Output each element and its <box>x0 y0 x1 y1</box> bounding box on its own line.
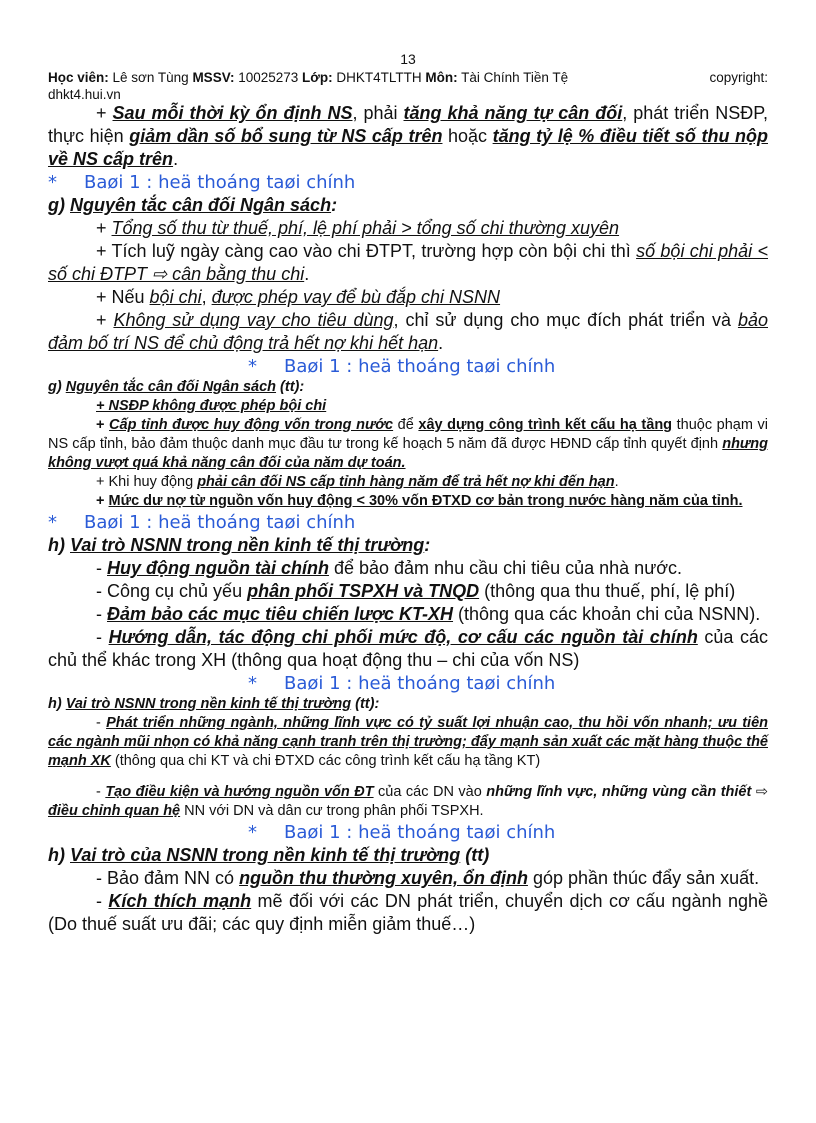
paragraph: - Công cụ chủ yếu phân phối TSPXH và TNQD (thông qua thu thuế, phí, lệ phí) <box>96 581 736 601</box>
header-label-class: Lớp: <box>302 70 333 85</box>
header-label-student: Học viên: <box>48 70 109 85</box>
paragraph: - Hướng dẫn, tác động chi phối mức độ, cơ cấu các nguồn tài chính của các chủ thể khác trong XH (thông qua hoạt động thu – chi của vốn NS) <box>48 627 768 670</box>
header-student-name: Lê sơn Tùng <box>108 70 193 85</box>
paragraph: - Bảo đảm NN có nguồn thu thường xuyên, ổn định góp phần thúc đẩy sản xuất. <box>96 868 760 888</box>
section-heading: g) Nguyên tắc cân đối Ngân sách (tt): <box>48 379 305 395</box>
section-heading: h) Vai trò NSNN trong nền kinh tế thị trường: <box>48 535 431 555</box>
header-label-subject: Môn: <box>425 70 458 85</box>
page-number: 13 <box>400 51 416 67</box>
paragraph: - Tạo điều kiện và hướng nguồn vốn ĐT của các DN vào những lĩnh vực, những vùng cần thiết ⇨ điều chỉnh quan hệ NN với DN và dân cư trong phân phối TSPXH. <box>48 784 768 819</box>
section-heading: g) Nguyên tắc cân đối Ngân sách: <box>48 195 338 215</box>
header-student-id: 10025273 <box>234 70 303 85</box>
paragraph: - Phát triển những ngành, những lĩnh vực có tỷ suất lợi nhuận cao, thu hồi vốn nhanh; ưu tiên các ngành mũi nhọn có khả năng cạnh tranh trên thị trường; đẩy mạnh sản xuất các mặt hàng thuộc thế mạnh XK (thông qua chi KT và chi ĐTXD các công trình kết cấu hạ tầng KT) <box>48 715 768 769</box>
header-class: DHKT4TLTTH <box>332 70 426 85</box>
spacer <box>48 771 768 783</box>
paragraph: - Đảm bảo các mục tiêu chiến lược KT-XH (thông qua các khoản chi của NSNN). <box>96 604 761 624</box>
header-subject: Tài Chính Tiền Tệ <box>457 70 569 85</box>
paragraph: + Khi huy động phải cân đối NS cấp tỉnh hàng năm để trả hết nợ khi đến hạn. <box>96 474 619 490</box>
paragraph: + Cấp tỉnh được huy động vốn trong nước để xây dựng công trình kết cấu hạ tầng thuộc phạm vi NS cấp tỉnh, bảo đảm thuộc danh mục đầu tư trong kế hoạch 5 năm đã được HĐND cấp tỉnh quyết định nhưng không vượt quá khả năng cân đối của năm dự toán. <box>48 417 768 471</box>
paragraph: + Nếu bội chi, được phép vay để bù đắp chi NSNN <box>96 287 501 307</box>
header-site: dhkt4.hui.vn <box>48 87 121 102</box>
paragraph: + Tích luỹ ngày càng cao vào chi ĐTPT, trường hợp còn bội chi thì số bội chi phải < số chi ĐTPT ⇨ cân bằng thu chi. <box>48 241 768 284</box>
header-label-id: MSSV: <box>192 70 235 85</box>
paragraph: + Sau mỗi thời kỳ ổn định NS, phải tăng khả năng tự cân đối, phát triển NSĐP, thực hiện giảm dần số bổ sung từ NS cấp trên hoặc tăng tỷ lệ % điều tiết số thu nộp về NS cấp trên. <box>48 103 768 169</box>
document-body <box>48 102 768 936</box>
slide-title-symbol: * Baøi 1 : heä thoáng taøi chính <box>48 512 356 533</box>
slide-title-symbol: * Baøi 1 : heä thoáng taøi chính <box>248 822 556 843</box>
paragraph: + Tổng số thu từ thuế, phí, lệ phí phải > tổng số chi thường xuyên <box>96 218 620 238</box>
header-copyright: copyright: <box>709 70 768 85</box>
slide-title-symbol: * Baøi 1 : heä thoáng taøi chính <box>248 673 556 694</box>
section-heading: h) Vai trò của NSNN trong nền kinh tế thị trường (tt) <box>48 845 490 865</box>
paragraph: - Huy động nguồn tài chính để bảo đảm nhu cầu chi tiêu của nhà nước. <box>96 558 683 578</box>
section-heading: h) Vai trò NSNN trong nền kinh tế thị trường (tt): <box>48 696 380 712</box>
slide-title-symbol: * Baøi 1 : heä thoáng taøi chính <box>248 356 556 377</box>
paragraph: + Mức dư nợ từ nguồn vốn huy động < 30% vốn ĐTXD cơ bản trong nước hàng năm của tỉnh. <box>96 493 743 509</box>
slide-title-symbol: * Baøi 1 : heä thoáng taøi chính <box>48 172 356 193</box>
paragraph: + Không sử dụng vay cho tiêu dùng, chỉ sử dụng cho mục đích phát triển và bảo đảm bố trí NS để chủ động trả hết nợ khi hết hạn. <box>48 310 768 353</box>
document-header <box>48 69 768 103</box>
paragraph: - Kích thích mạnh mẽ đối với các DN phát triển, chuyển dịch cơ cấu ngành nghề (Do thuế suất ưu đãi; các quy định miễn giảm thuế…) <box>48 891 769 934</box>
paragraph: + NSĐP không được phép bội chi <box>96 398 327 414</box>
